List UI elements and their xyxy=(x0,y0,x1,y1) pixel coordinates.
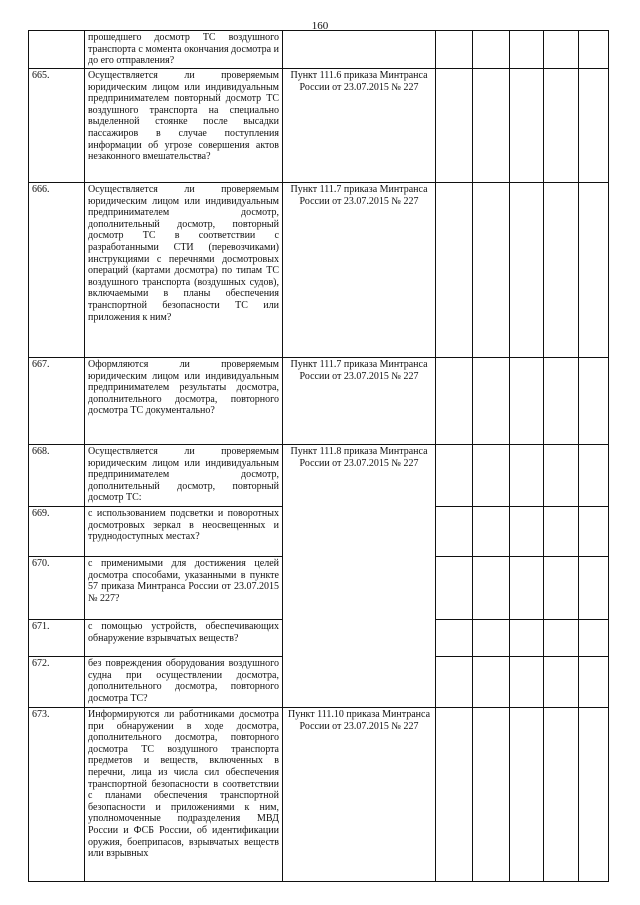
answer-yes-cell xyxy=(436,708,473,882)
checklist-table xyxy=(28,30,609,882)
answer-notes-cell xyxy=(579,507,609,557)
question-text: Осуществляется ли проверяемым юридическим лицом или индивидуальным предпринимателем досмотр, дополнительный досмотр, повторный досмотр ТС: xyxy=(85,445,283,507)
question-text: прошедшего досмотр ТС воздушного транспорта с момента окончания досмотра и до его отправления? xyxy=(85,31,283,69)
answer-extra-cell xyxy=(544,507,579,557)
question-text: Осуществляется ли проверяемым юридическим лицом или индивидуальным предпринимателем досмотр, дополнительный досмотр, повторный досмотр ТС в соответствии с разработанными СТИ (перевозчиками) инструкциями с перечнями досмотровых операций (картами досмотра) по типам ТС воздушного транспорта (воздушных судов), включаемыми в планы обеспечения транспортной безопасности ТС или приложения к ним? xyxy=(85,183,283,358)
answer-extra-cell xyxy=(544,358,579,445)
question-text: Оформляются ли проверяемым юридическим лицом или индивидуальным предпринимателем результаты досмотра, дополнительного досмотра, повторного досмотра ТС документально? xyxy=(85,358,283,445)
answer-yes-cell xyxy=(436,358,473,445)
answer-extra-cell xyxy=(544,557,579,620)
answer-notes-cell xyxy=(579,31,609,69)
row-number: 669. xyxy=(29,507,85,557)
answer-no-cell xyxy=(473,708,510,882)
legal-basis: Пункт 111.7 приказа Минтранса России от 23.07.2015 № 227 xyxy=(283,183,436,358)
row-number: 670. xyxy=(29,557,85,620)
answer-na-cell xyxy=(510,708,544,882)
row-number: 665. xyxy=(29,69,85,183)
answer-yes-cell xyxy=(436,507,473,557)
question-text: с помощью устройств, обеспечивающих обнаружение взрывчатых веществ? xyxy=(85,620,283,657)
question-text: с применимыми для достижения целей досмотра способами, указанными в пункте 57 приказа Минтранса России от 23.07.2015 № 227? xyxy=(85,557,283,620)
answer-extra-cell xyxy=(544,183,579,358)
answer-yes-cell xyxy=(436,620,473,657)
answer-notes-cell xyxy=(579,620,609,657)
answer-na-cell xyxy=(510,620,544,657)
table-row xyxy=(29,445,609,507)
answer-yes-cell xyxy=(436,183,473,358)
row-number: 666. xyxy=(29,183,85,358)
legal-basis-cell xyxy=(283,31,436,69)
answer-yes-cell xyxy=(436,31,473,69)
answer-notes-cell xyxy=(579,708,609,882)
answer-no-cell xyxy=(473,445,510,507)
answer-notes-cell xyxy=(579,657,609,708)
legal-basis: Пункт 111.10 приказа Минтранса России от 23.07.2015 № 227 xyxy=(283,708,436,882)
answer-notes-cell xyxy=(579,183,609,358)
answer-yes-cell xyxy=(436,557,473,620)
answer-notes-cell xyxy=(579,358,609,445)
question-text: Осуществляется ли проверяемым юридическим лицом или индивидуальным предпринимателем повторный досмотр ТС воздушного транспорта на специально выделенной стоянке после высадки пассажиров в случае поступления информации об угрозе совершения актов незаконного вмешательства? xyxy=(85,69,283,183)
row-number xyxy=(29,31,85,69)
answer-notes-cell xyxy=(579,557,609,620)
answer-na-cell xyxy=(510,507,544,557)
table-row xyxy=(29,69,609,183)
answer-yes-cell xyxy=(436,69,473,183)
answer-notes-cell xyxy=(579,69,609,183)
answer-yes-cell xyxy=(436,657,473,708)
answer-notes-cell xyxy=(579,445,609,507)
answer-extra-cell xyxy=(544,31,579,69)
row-number: 668. xyxy=(29,445,85,507)
question-text: с использованием подсветки и поворотных досмотровых зеркал в неосвещенных и труднодоступных местах? xyxy=(85,507,283,557)
answer-na-cell xyxy=(510,183,544,358)
legal-basis: Пункт 111.6 приказа Минтранса России от 23.07.2015 № 227 xyxy=(283,69,436,183)
answer-na-cell xyxy=(510,31,544,69)
table-row xyxy=(29,183,609,358)
answer-na-cell xyxy=(510,69,544,183)
answer-no-cell xyxy=(473,31,510,69)
answer-na-cell xyxy=(510,657,544,708)
answer-no-cell xyxy=(473,657,510,708)
answer-no-cell xyxy=(473,183,510,358)
row-number: 667. xyxy=(29,358,85,445)
answer-no-cell xyxy=(473,507,510,557)
question-text: без повреждения оборудования воздушного судна при осуществлении досмотра, дополнительного досмотра, повторного досмотра ТС? xyxy=(85,657,283,708)
page-number: 160 xyxy=(311,20,329,32)
question-text-clipped: Информируются ли работниками досмотра при обнаружении в ходе досмотра, дополнительного досмотра, повторного досмотра ТС воздушного транспорта предметов и веществ, включенных в перечни, лица из числа сил обеспечения транспортной безопасности в соответствии с планами обеспечения транспортной безопасности и приложениями к ним, уполномоченные подразделения МВД России и ФСБ России, об идентификации оружия, боеприпасов, взрывчатых веществ или взрывных xyxy=(88,709,279,860)
question-text xyxy=(85,708,283,882)
answer-na-cell xyxy=(510,445,544,507)
answer-no-cell xyxy=(473,557,510,620)
legal-basis: Пункт 111.7 приказа Минтранса России от 23.07.2015 № 227 xyxy=(283,358,436,445)
table-row xyxy=(29,358,609,445)
answer-no-cell xyxy=(473,620,510,657)
legal-basis: Пункт 111.8 приказа Минтранса России от 23.07.2015 № 227 xyxy=(283,445,436,708)
table-row xyxy=(29,31,609,69)
answer-no-cell xyxy=(473,358,510,445)
answer-extra-cell xyxy=(544,708,579,882)
answer-no-cell xyxy=(473,69,510,183)
answer-na-cell xyxy=(510,557,544,620)
row-number: 672. xyxy=(29,657,85,708)
answer-extra-cell xyxy=(544,620,579,657)
answer-na-cell xyxy=(510,358,544,445)
answer-yes-cell xyxy=(436,445,473,507)
table-row xyxy=(29,708,609,882)
row-number: 673. xyxy=(29,708,85,882)
answer-extra-cell xyxy=(544,69,579,183)
answer-extra-cell xyxy=(544,657,579,708)
row-number: 671. xyxy=(29,620,85,657)
answer-extra-cell xyxy=(544,445,579,507)
